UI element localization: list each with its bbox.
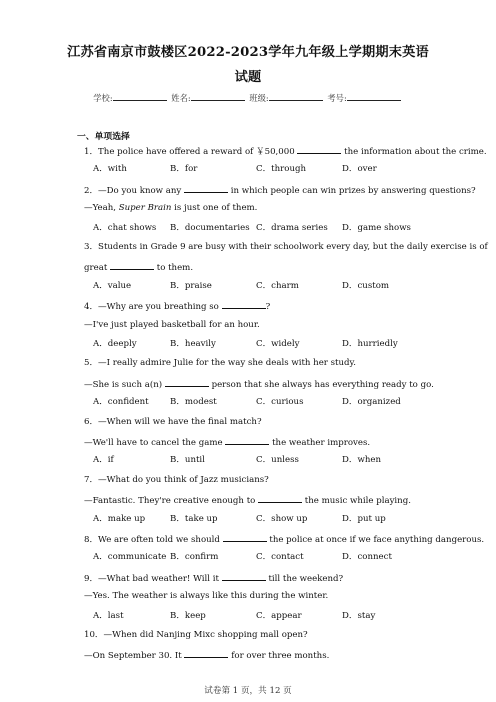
question-text: 8．We are often told we should [84,535,223,545]
section-heading: 一、单项选择 [77,132,130,142]
school-blank[interactable] [113,92,167,101]
question-text: —I've just played basketball for an hour. [84,319,260,330]
option-b[interactable]: B．take up [170,513,218,524]
number-blank[interactable] [347,92,401,101]
question-text: 5．—I really admire Julie for the way she deals with her study. [84,358,356,369]
question-text: in which people can win prizes by answering questions? [228,185,476,196]
question-text: 3．Students in Grade 9 are busy with their schoolwork every day, but the daily exercise is of [84,242,488,252]
option-c[interactable]: C．widely [256,339,300,349]
question-text: 6．—When will we have the final match? [84,416,262,427]
question-8-line-1 [84,533,484,546]
option-a[interactable]: A．deeply [93,339,137,349]
question-2-line-2 [84,203,257,214]
class-blank[interactable] [269,92,323,101]
document-title-line2: 试题 [234,70,262,85]
option-d[interactable]: D．hurriedly [342,339,398,349]
question-text: for over three months. [228,651,330,662]
question-2-line-1 [84,184,476,197]
question-text: —Fantastic. They're creative enough to [84,496,259,507]
number-label: 考号: [327,93,347,103]
option-c[interactable]: C．contact [256,552,304,563]
question-text: ? [265,302,271,313]
question-6-line-1 [84,417,262,428]
question-10-line-1 [84,630,308,641]
answer-blank[interactable] [222,300,266,309]
option-d[interactable]: D．stay [342,610,376,621]
question-text: 2．—Do you know any [84,185,184,196]
option-d[interactable]: D．organized [342,397,401,408]
school-label: 学校: [93,93,113,103]
answer-blank[interactable] [225,436,269,445]
question-text: —She is such a(n) [84,379,165,390]
question-text: 9．—What bad weather! Will it [84,573,222,584]
question-4-line-1 [84,300,270,313]
question-text: —Yes. The weather is always like this during the winter. [84,591,329,602]
option-a[interactable]: A．with [93,164,127,175]
question-text: 1．The police have offered a reward of ￥50,000 [84,147,298,157]
answer-blank[interactable] [165,378,209,387]
question-text: the music while playing. [302,496,411,507]
option-a[interactable]: A．communicate [93,552,167,563]
question-1-line-1 [84,145,487,158]
option-b[interactable]: B．heavily [170,339,216,349]
option-c[interactable]: C．appear [256,610,302,621]
option-a[interactable]: A．last [93,610,124,621]
option-b[interactable]: B．for [170,164,198,175]
class-label: 班级: [249,93,269,103]
question-text: —We'll have to cancel the game [84,438,226,448]
question-5-line-1 [84,358,356,369]
answer-blank[interactable] [184,649,228,658]
answer-blank[interactable] [110,261,154,270]
option-a[interactable]: A．value [93,280,132,291]
option-d[interactable]: D．connect [342,552,392,563]
answer-blank[interactable] [223,533,267,542]
answer-blank[interactable] [258,494,302,503]
question-3-line-1 [84,242,488,253]
question-7-line-2 [84,494,411,507]
question-text: is just one of them. [171,203,258,214]
option-c[interactable]: C．through [256,164,307,175]
option-b[interactable]: B．modest [170,397,217,408]
question-text: —On September 30. It [84,651,185,662]
student-info-row [0,92,496,104]
option-a[interactable]: A．if [93,455,114,466]
option-b[interactable]: B．until [170,455,205,466]
question-3-line-2 [84,261,193,274]
option-b[interactable]: B．documentaries [170,222,250,233]
option-c[interactable]: C．charm [256,280,299,291]
question-text: 7．—What do you think of Jazz musicians? [84,474,269,485]
question-6-line-2 [84,436,370,449]
option-d[interactable]: D．over [342,164,377,175]
question-text: 10．—When did Nanjing Mixc shopping mall open? [84,630,308,640]
question-text: till the weekend? [265,573,344,584]
answer-blank[interactable] [222,572,266,581]
option-b[interactable]: B．praise [170,280,212,291]
option-a[interactable]: A．chat shows [93,222,157,233]
option-d[interactable]: D．game shows [342,222,411,233]
question-text: person that she always has everything ready to go. [208,379,434,390]
question-text: —Yeah, [84,203,119,214]
question-5-line-2 [84,378,434,391]
question-4-line-2 [84,320,260,331]
question-7-line-1 [84,475,269,486]
name-label: 姓名: [171,93,191,103]
option-c[interactable]: C．curious [256,397,304,408]
option-c[interactable]: C．show up [256,513,308,524]
option-b[interactable]: B．confirm [170,552,219,563]
option-d[interactable]: D．put up [342,513,386,524]
question-text: the police at once if we face anything dangerous. [266,535,485,545]
document-title-line1: 江苏省南京市鼓楼区2022-2023学年九年级上学期期末英语 [67,45,429,60]
question-10-line-2 [84,649,329,662]
option-a[interactable]: A．make up [93,513,146,524]
name-blank[interactable] [191,92,245,101]
option-b[interactable]: B．keep [170,610,206,621]
page-footer: 试卷第 1 页，共 12 页 [204,686,292,696]
question-text: great [84,263,111,274]
italic-title: Super Brain [118,203,172,214]
option-c[interactable]: C．drama series [256,222,328,233]
answer-blank[interactable] [184,184,228,193]
question-9-line-2 [84,591,328,602]
question-text: 4．—Why are you breathing so [84,302,222,313]
answer-blank[interactable] [297,145,341,154]
option-c[interactable]: C．unless [256,455,299,466]
question-text: to them. [154,263,194,274]
question-text: the weather improves. [269,438,371,448]
question-text: the information about the crime. [341,147,487,157]
option-a[interactable]: A．confident [93,397,149,408]
question-9-line-1 [84,572,343,585]
option-d[interactable]: D．custom [342,280,390,291]
option-d[interactable]: D．when [342,455,381,466]
